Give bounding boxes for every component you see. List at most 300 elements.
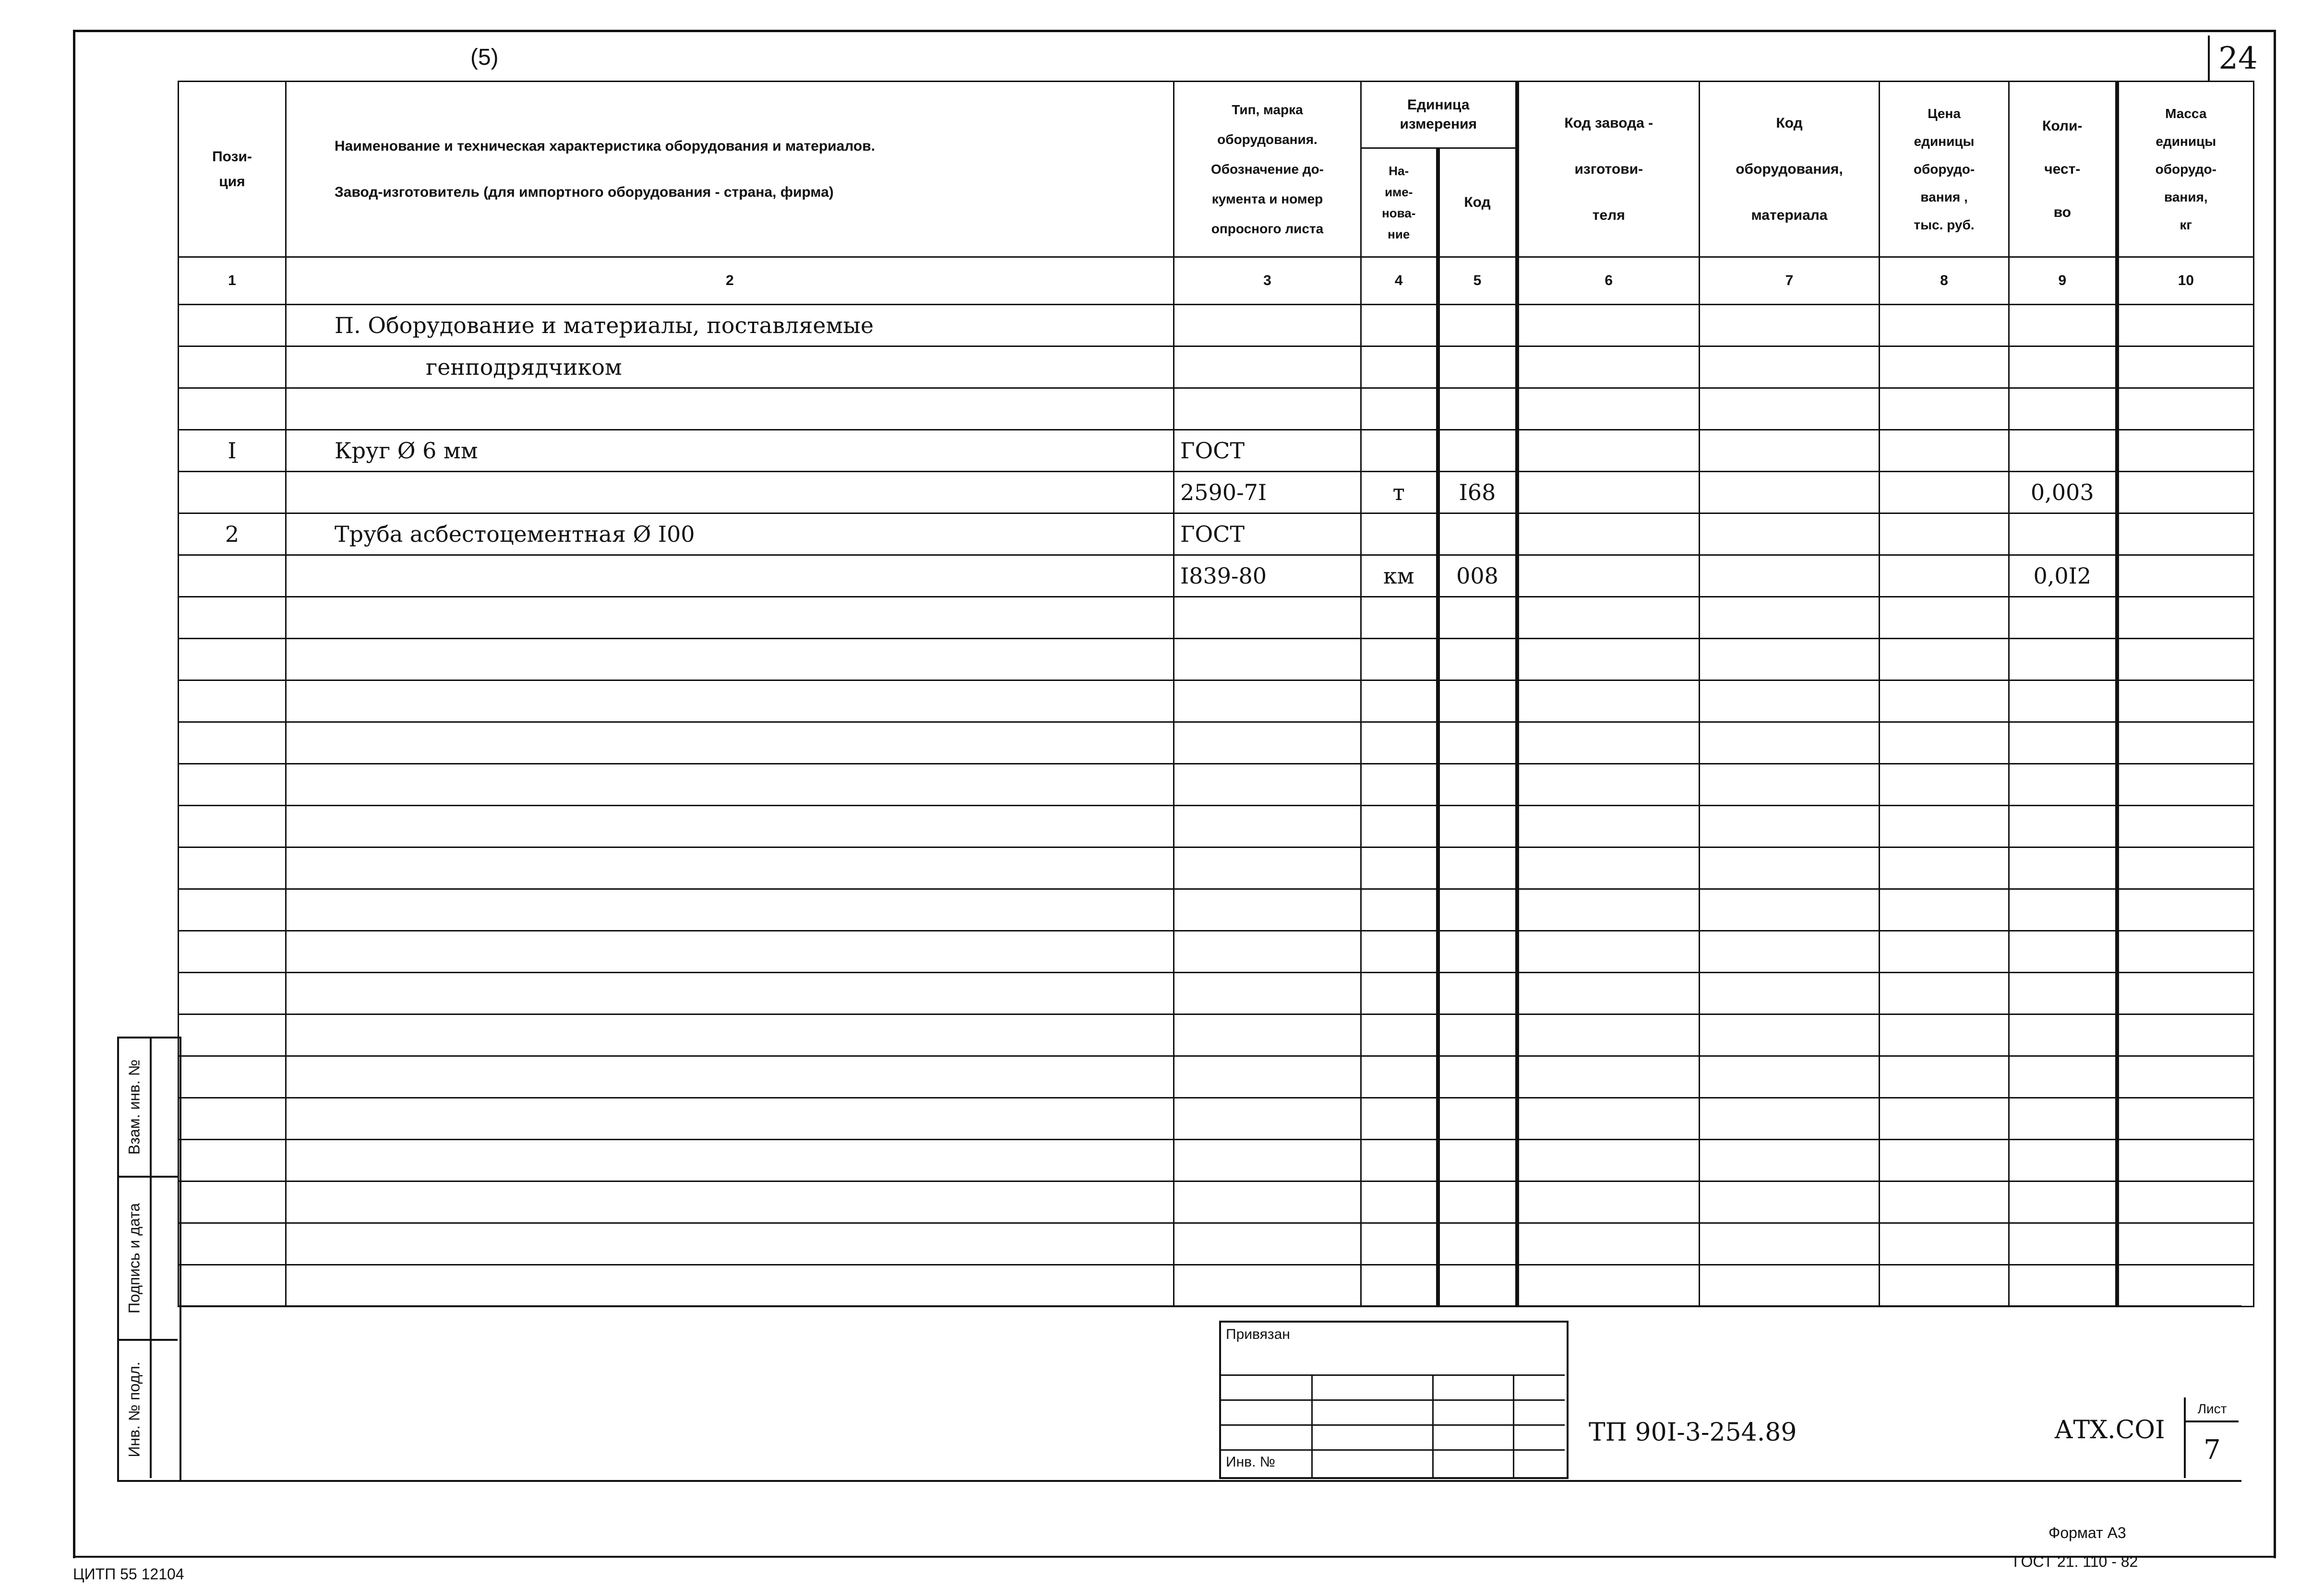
sheet-number-box (2184, 1397, 2239, 1478)
header-row (179, 82, 2254, 148)
cell-document (1174, 639, 1361, 680)
cell-unit-code (1438, 973, 1517, 1014)
header-unit-group: Единица измерения (1361, 82, 1517, 148)
column-number-2: 2 (286, 257, 1174, 305)
cell-document: ГОСТ (1174, 513, 1361, 555)
cell-unit-code (1438, 1223, 1517, 1265)
cell-equipment-code (1700, 597, 1880, 639)
cell-mass (2117, 639, 2254, 680)
cell-unit (1361, 889, 1438, 931)
cell-position (179, 764, 286, 806)
footer-standard: ГОСТ 21. 110 - 82 (2013, 1553, 2138, 1570)
cell-factory-code (1517, 889, 1700, 931)
cell-name (286, 1140, 1174, 1181)
table-row (179, 680, 2254, 722)
table-row (179, 847, 2254, 889)
cell-price (1880, 973, 2009, 1014)
cell-document: ГОСТ (1174, 430, 1361, 472)
side-label-inv-replace: Взам. инв. № (125, 1059, 143, 1155)
cell-mass (2117, 1181, 2254, 1223)
cell-unit (1361, 597, 1438, 639)
cell-unit-code (1438, 430, 1517, 472)
document-mark: АТХ.СОI (2054, 1416, 2165, 1444)
cell-unit-code (1438, 764, 1517, 806)
cell-equipment-code (1700, 305, 1880, 346)
cell-price (1880, 1223, 2009, 1265)
cell-name: Круг Ø 6 мм (286, 430, 1174, 472)
cell-quantity: 0,003 (2009, 472, 2117, 513)
cell-equipment-code (1700, 1098, 1880, 1140)
cell-unit (1361, 847, 1438, 889)
table-row (179, 555, 2254, 597)
cell-equipment-code (1700, 639, 1880, 680)
cell-unit (1361, 1223, 1438, 1265)
table-row (179, 1223, 2254, 1265)
cell-quantity (2009, 513, 2117, 555)
cell-position (179, 931, 286, 973)
cell-equipment-code (1700, 847, 1880, 889)
cell-unit-code: I68 (1438, 472, 1517, 513)
table-row (179, 889, 2254, 931)
cell-quantity (2009, 722, 2117, 764)
side-cell-signature (119, 1178, 178, 1341)
cell-name (286, 764, 1174, 806)
header-position: Пози- ция (179, 82, 286, 257)
cell-unit-code (1438, 806, 1517, 847)
header-type: Тип, марка оборудования. Обозначение до- кумента и номер опросного листа (1174, 82, 1361, 257)
cell-name: Труба асбестоцементная Ø I00 (286, 513, 1174, 555)
cell-name (286, 680, 1174, 722)
cell-factory-code (1517, 513, 1700, 555)
cell-document (1174, 1140, 1361, 1181)
cell-position (179, 847, 286, 889)
cell-equipment-code (1700, 889, 1880, 931)
cell-price (1880, 513, 2009, 555)
cell-name (286, 472, 1174, 513)
cell-quantity (2009, 1056, 2117, 1098)
cell-quantity (2009, 346, 2117, 388)
header-price: Цена единицы оборудо- вания , тыс. руб. (1880, 82, 2009, 257)
cell-mass (2117, 1140, 2254, 1181)
cell-factory-code (1517, 847, 1700, 889)
cell-mass (2117, 722, 2254, 764)
cell-equipment-code (1700, 513, 1880, 555)
cell-unit-code (1438, 722, 1517, 764)
column-number-6: 6 (1517, 257, 1700, 305)
cell-unit (1361, 513, 1438, 555)
header-equipment-code: Код оборудования, материала (1700, 82, 1880, 257)
cell-price (1880, 764, 2009, 806)
cell-unit-code (1438, 889, 1517, 931)
cell-equipment-code (1700, 722, 1880, 764)
cell-price (1880, 472, 2009, 513)
cell-mass (2117, 847, 2254, 889)
cell-equipment-code (1700, 1181, 1880, 1223)
side-label-inv-original: Инв. № подл. (125, 1361, 143, 1457)
cell-document (1174, 1098, 1361, 1140)
cell-unit (1361, 973, 1438, 1014)
document-code: ТП 90I-3-254.89 (1589, 1418, 1797, 1447)
cell-position (179, 1098, 286, 1140)
cell-quantity (2009, 1140, 2117, 1181)
cell-unit-code (1438, 639, 1517, 680)
cell-position (179, 1265, 286, 1307)
header-unit-code: Код (1438, 148, 1517, 257)
cell-quantity (2009, 1181, 2117, 1223)
cell-document (1174, 1056, 1361, 1098)
cell-document (1174, 722, 1361, 764)
cell-unit-code (1438, 305, 1517, 346)
cell-price (1880, 639, 2009, 680)
cell-document (1174, 597, 1361, 639)
cell-factory-code (1517, 1265, 1700, 1307)
cell-unit-code (1438, 931, 1517, 973)
cell-document (1174, 973, 1361, 1014)
attachment-stamp (1219, 1321, 1569, 1479)
cell-equipment-code (1700, 1014, 1880, 1056)
side-cell-inv-replace (119, 1038, 178, 1178)
cell-mass (2117, 806, 2254, 847)
cell-equipment-code (1700, 680, 1880, 722)
cell-equipment-code (1700, 430, 1880, 472)
cell-position (179, 1181, 286, 1223)
stamp-label-attached: Привязан (1226, 1326, 1290, 1342)
cell-name (286, 722, 1174, 764)
cell-factory-code (1517, 680, 1700, 722)
table-row (179, 806, 2254, 847)
cell-document (1174, 680, 1361, 722)
cell-position (179, 305, 286, 346)
cell-mass (2117, 1056, 2254, 1098)
cell-quantity (2009, 847, 2117, 889)
table-row (179, 430, 2254, 472)
cell-quantity (2009, 1223, 2117, 1265)
cell-mass (2117, 388, 2254, 430)
cell-price (1880, 1265, 2009, 1307)
stamp-label-inv: Инв. № (1226, 1454, 1275, 1470)
cell-equipment-code (1700, 1056, 1880, 1098)
table-row (179, 764, 2254, 806)
cell-document (1174, 931, 1361, 973)
cell-price (1880, 1098, 2009, 1140)
table-row (179, 722, 2254, 764)
cell-position (179, 346, 286, 388)
cell-factory-code (1517, 639, 1700, 680)
cell-document: I839-80 (1174, 555, 1361, 597)
cell-unit (1361, 388, 1438, 430)
table-row (179, 639, 2254, 680)
table-body (179, 305, 2254, 1307)
cell-mass (2117, 597, 2254, 639)
table-row (179, 1098, 2254, 1140)
cell-document (1174, 346, 1361, 388)
cell-name (286, 1223, 1174, 1265)
specification-table (178, 81, 2254, 1307)
cell-position (179, 1056, 286, 1098)
cell-price (1880, 722, 2009, 764)
cell-price (1880, 1140, 2009, 1181)
cell-document (1174, 305, 1361, 346)
cell-factory-code (1517, 1140, 1700, 1181)
cell-document (1174, 1181, 1361, 1223)
cell-unit (1361, 680, 1438, 722)
table-row (179, 388, 2254, 430)
cell-factory-code (1517, 764, 1700, 806)
column-number-9: 9 (2009, 257, 2117, 305)
cell-factory-code (1517, 1056, 1700, 1098)
cell-unit (1361, 1265, 1438, 1307)
cell-position: 2 (179, 513, 286, 555)
cell-position (179, 973, 286, 1014)
cell-unit (1361, 931, 1438, 973)
column-number-row (179, 257, 2254, 305)
cell-quantity (2009, 639, 2117, 680)
cell-factory-code (1517, 1223, 1700, 1265)
cell-quantity (2009, 806, 2117, 847)
cell-unit (1361, 305, 1438, 346)
cell-price (1880, 1056, 2009, 1098)
table-row (179, 1181, 2254, 1223)
column-number-3: 3 (1174, 257, 1361, 305)
cell-unit-code (1438, 513, 1517, 555)
page-number: 24 (2208, 36, 2266, 82)
cell-equipment-code (1700, 973, 1880, 1014)
cell-quantity (2009, 764, 2117, 806)
cell-unit-code (1438, 680, 1517, 722)
side-stamp-column (117, 1037, 181, 1482)
cell-position: I (179, 430, 286, 472)
cell-position (179, 680, 286, 722)
cell-unit (1361, 346, 1438, 388)
cell-price (1880, 555, 2009, 597)
cell-name (286, 1181, 1174, 1223)
cell-equipment-code (1700, 346, 1880, 388)
cell-name (286, 555, 1174, 597)
cell-factory-code (1517, 1014, 1700, 1056)
cell-mass (2117, 555, 2254, 597)
cell-name (286, 388, 1174, 430)
cell-factory-code (1517, 346, 1700, 388)
cell-position (179, 889, 286, 931)
cell-factory-code (1517, 931, 1700, 973)
cell-unit-code (1438, 1265, 1517, 1307)
side-cell-inv-original (119, 1341, 178, 1478)
cell-equipment-code (1700, 1223, 1880, 1265)
cell-document: 2590-7I (1174, 472, 1361, 513)
cell-quantity (2009, 680, 2117, 722)
column-number-10: 10 (2117, 257, 2254, 305)
cell-quantity (2009, 388, 2117, 430)
cell-document (1174, 889, 1361, 931)
cell-mass (2117, 764, 2254, 806)
cell-position (179, 388, 286, 430)
cell-price (1880, 847, 2009, 889)
cell-unit-code (1438, 1181, 1517, 1223)
sheet-value: 7 (2204, 1434, 2221, 1466)
cell-mass (2117, 1098, 2254, 1140)
column-number-1: 1 (179, 257, 286, 305)
table-row (179, 472, 2254, 513)
cell-name (286, 889, 1174, 931)
cell-unit-code (1438, 597, 1517, 639)
cell-name (286, 973, 1174, 1014)
cell-unit-code (1438, 1014, 1517, 1056)
column-number-5: 5 (1438, 257, 1517, 305)
cell-unit-code (1438, 388, 1517, 430)
cell-equipment-code (1700, 931, 1880, 973)
cell-document (1174, 764, 1361, 806)
cell-position (179, 639, 286, 680)
title-block-band (178, 1305, 2241, 1482)
cell-position (179, 722, 286, 764)
cell-quantity (2009, 889, 2117, 931)
cell-equipment-code (1700, 555, 1880, 597)
table-row (179, 973, 2254, 1014)
cell-unit-code (1438, 1098, 1517, 1140)
cell-name (286, 931, 1174, 973)
footer-left-code: ЦИТП 55 12104 (73, 1565, 184, 1583)
cell-name (286, 1098, 1174, 1140)
column-number-4: 4 (1361, 257, 1438, 305)
cell-quantity (2009, 1014, 2117, 1056)
cell-unit (1361, 1014, 1438, 1056)
cell-unit-code (1438, 1056, 1517, 1098)
cell-factory-code (1517, 388, 1700, 430)
cell-name (286, 1014, 1174, 1056)
cell-quantity (2009, 305, 2117, 346)
cell-mass (2117, 680, 2254, 722)
cell-factory-code (1517, 555, 1700, 597)
cell-name (286, 639, 1174, 680)
cell-mass (2117, 1014, 2254, 1056)
cell-mass (2117, 889, 2254, 931)
cell-price (1880, 889, 2009, 931)
cell-factory-code (1517, 430, 1700, 472)
cell-document (1174, 1014, 1361, 1056)
cell-unit (1361, 1056, 1438, 1098)
cell-quantity (2009, 430, 2117, 472)
cell-unit (1361, 639, 1438, 680)
header-factory-code: Код завода - изготови- теля (1517, 82, 1700, 257)
cell-factory-code (1517, 806, 1700, 847)
cell-name: П. Оборудование и материалы, поставляемые (286, 305, 1174, 346)
header-quantity: Коли- чест- во (2009, 82, 2117, 257)
cell-mass (2117, 1265, 2254, 1307)
cell-mass (2117, 973, 2254, 1014)
cell-position (179, 555, 286, 597)
cell-price (1880, 680, 2009, 722)
cell-price (1880, 430, 2009, 472)
table-row (179, 305, 2254, 346)
cell-equipment-code (1700, 764, 1880, 806)
cell-factory-code (1517, 305, 1700, 346)
cell-name (286, 1056, 1174, 1098)
cell-name (286, 597, 1174, 639)
cell-mass (2117, 305, 2254, 346)
cell-price (1880, 1181, 2009, 1223)
footer-format: Формат А3 (2048, 1524, 2126, 1541)
side-label-signature: Подпись и дата (125, 1203, 143, 1314)
cell-unit-code (1438, 346, 1517, 388)
cell-position (179, 1014, 286, 1056)
cell-unit (1361, 1181, 1438, 1223)
cell-factory-code (1517, 722, 1700, 764)
column-number-8: 8 (1880, 257, 2009, 305)
header-unit-name: На- име- нова- ние (1361, 148, 1438, 257)
table-row (179, 597, 2254, 639)
cell-unit (1361, 1098, 1438, 1140)
cell-equipment-code (1700, 388, 1880, 430)
table-row (179, 1014, 2254, 1056)
cell-position (179, 806, 286, 847)
cell-equipment-code (1700, 806, 1880, 847)
cell-name (286, 806, 1174, 847)
cell-document (1174, 1265, 1361, 1307)
cell-quantity (2009, 973, 2117, 1014)
cell-name (286, 1265, 1174, 1307)
cell-unit (1361, 430, 1438, 472)
table-row (179, 513, 2254, 555)
table-row (179, 1140, 2254, 1181)
cell-factory-code (1517, 472, 1700, 513)
cell-price (1880, 1014, 2009, 1056)
cell-price (1880, 305, 2009, 346)
cell-unit (1361, 1140, 1438, 1181)
cell-unit (1361, 764, 1438, 806)
cell-price (1880, 931, 2009, 973)
table-row (179, 1056, 2254, 1098)
cell-name (286, 847, 1174, 889)
cell-unit-code (1438, 847, 1517, 889)
cell-document (1174, 806, 1361, 847)
cell-factory-code (1517, 1181, 1700, 1223)
cell-quantity (2009, 1098, 2117, 1140)
cell-mass (2117, 1223, 2254, 1265)
cell-factory-code (1517, 1098, 1700, 1140)
cell-unit-code: 008 (1438, 555, 1517, 597)
cell-factory-code (1517, 597, 1700, 639)
cell-price (1880, 388, 2009, 430)
cell-quantity (2009, 1265, 2117, 1307)
cell-position (179, 597, 286, 639)
cell-quantity (2009, 931, 2117, 973)
cell-quantity (2009, 597, 2117, 639)
cell-equipment-code (1700, 1265, 1880, 1307)
cell-unit: т (1361, 472, 1438, 513)
frame-bottom-line (73, 1556, 2276, 1558)
cell-factory-code (1517, 973, 1700, 1014)
cell-mass (2117, 513, 2254, 555)
sheet-tag: (5) (470, 45, 499, 70)
header-mass: Масса единицы оборудо- вания, кг (2117, 82, 2254, 257)
table-row (179, 346, 2254, 388)
cell-mass (2117, 430, 2254, 472)
cell-equipment-code (1700, 472, 1880, 513)
cell-mass (2117, 346, 2254, 388)
cell-mass (2117, 472, 2254, 513)
cell-price (1880, 806, 2009, 847)
header-name: Наименование и техническая характеристика оборудования и материалов. Завод-изготовитель (для импортного оборудования - страна, фирма) (286, 82, 1174, 257)
cell-price (1880, 346, 2009, 388)
cell-price (1880, 597, 2009, 639)
cell-position (179, 1223, 286, 1265)
cell-unit-code (1438, 1140, 1517, 1181)
cell-equipment-code (1700, 1140, 1880, 1181)
cell-unit (1361, 806, 1438, 847)
cell-document (1174, 1223, 1361, 1265)
cell-position (179, 1140, 286, 1181)
cell-name: генподрядчиком (286, 346, 1174, 388)
